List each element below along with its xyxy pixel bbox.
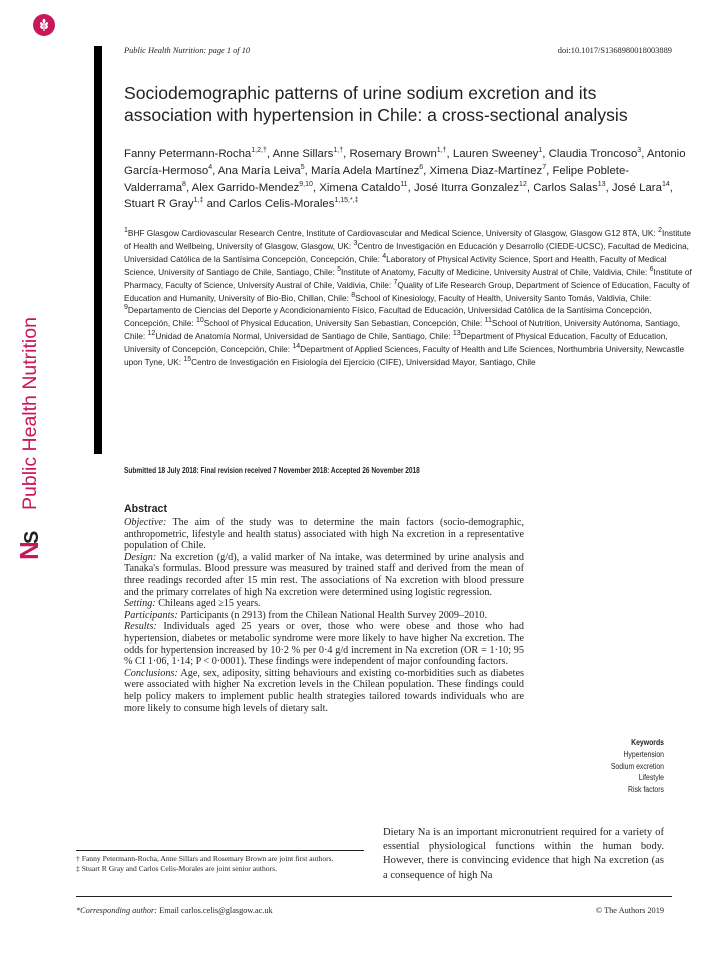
abstract-section-label: Objective: (124, 517, 167, 528)
author-affiliation-mark (299, 181, 313, 188)
author-entry (430, 165, 553, 177)
affiliation-number: 15 (183, 356, 192, 364)
author-name[interactable]: Antonio García-Hermoso (124, 148, 686, 177)
submission-dates: Submitted 18 July 2018: Final revision received 7 November 2018: Accepted 26 November 2018 (124, 466, 420, 475)
abstract-section (124, 552, 524, 598)
author-affil-numbers: 1,15, (334, 197, 351, 205)
affiliation-text: Institute of Health and Wellbeing, University of Glasgow, Glasgow, UK: (124, 228, 692, 251)
affiliation-entry (337, 267, 650, 277)
author-name[interactable]: Rosemary Brown (349, 148, 437, 160)
author-note-mark: *,‡ (350, 197, 359, 205)
affiliation-number: 1 (124, 227, 128, 235)
affiliation-number: 3 (353, 240, 358, 248)
affiliation-number: 7 (393, 278, 398, 286)
affiliation-text: School of Physical Education, University San Sebastian, Concepción, Chile: (203, 318, 485, 329)
affiliation-entry (124, 228, 658, 238)
keyword-item: Lifestyle (638, 773, 664, 783)
author-affiliation-mark (598, 181, 606, 188)
author-entry (207, 198, 359, 210)
journal-name: Public Health Nutrition (18, 317, 41, 510)
author-affil-numbers: 5 (300, 164, 305, 171)
affiliation-number: 2 (658, 227, 662, 235)
author-affiliation-mark (251, 147, 267, 154)
author-name[interactable]: Felipe Poblete-Valderrama (124, 164, 630, 194)
author-name[interactable]: Anne Sillars (272, 148, 334, 160)
author-name[interactable]: Carlos Salas (533, 181, 598, 194)
author-entry (319, 182, 414, 194)
author-note-mark: † (262, 147, 267, 155)
author-affil-numbers: 7 (542, 164, 547, 171)
author-name[interactable]: Carlos Celis-Morales (228, 198, 335, 211)
author-affil-numbers: 14 (661, 180, 670, 188)
affiliation-number: 14 (292, 343, 301, 351)
author-separator: , (423, 164, 430, 177)
affiliation-entry (183, 357, 535, 367)
author-note-mark: ‡ (199, 197, 204, 205)
copyright-notice: © The Authors 2019 (595, 906, 664, 915)
author-affiliation-mark (437, 147, 447, 154)
author-separator: , (407, 181, 414, 194)
author-separator: , (641, 148, 647, 160)
author-affil-numbers: 12 (519, 180, 527, 188)
author-separator: , (212, 164, 218, 177)
abstract-section-text: Individuals aged 25 years or over, those who were obese and those who had hypertension, diabetes or metabolic syndrome were more likely to have higher Na excretion. The odds for hypertension increased by 10·2 % per 0·4 g/d increment in Na excretion (OR = 1·10; 95 % CI 1·06, 1·14; P < 0·0001). These findings were independent of major confounding factors. (124, 621, 524, 668)
affiliation-number: 10 (195, 317, 204, 325)
footnote-divider (76, 850, 364, 851)
author-affiliation-mark (333, 147, 343, 154)
keyword-item: Sodium excretion (610, 761, 664, 771)
author-joiner: and (206, 198, 229, 211)
running-head (124, 46, 672, 55)
affiliation-number: 8 (351, 291, 356, 299)
affiliation-text: School of Kinesiology, Faculty of Health, University Santo Tomás, Valdivia, Chile: (355, 292, 652, 303)
abstract-section (124, 621, 524, 667)
author-entry (349, 148, 452, 160)
journal-sidebar-title (14, 300, 44, 560)
author-entry (453, 148, 549, 160)
author-name[interactable]: Claudia Troncoso (548, 148, 638, 160)
keywords-block (575, 737, 664, 796)
author-entry (549, 148, 647, 160)
author-separator: , (542, 148, 549, 160)
affiliation-text: Centro de Investigación en Educación y Desarrollo (CIEDE-UCSC), Facultad de Medicina, Universidad Católica de la Santísima Concepción, Concepción, Chile: (124, 240, 689, 264)
author-separator: , (312, 181, 320, 194)
author-affil-numbers: 13 (597, 180, 606, 188)
author-affil-numbers: 11 (400, 180, 408, 188)
intro-paragraph: Dietary Na is an important micronutrient required for a variety of essential physiological functions within the human body. However, there is convincing evidence that high Na excretion (as a consequence of high Na (383, 827, 664, 881)
affiliation-text: Institute of Pharmacy, Faculty of Science, University Austral of Chile, Valdivia, Chile: (124, 266, 692, 290)
footnote-item: ‡ Stuart R Gray and Carlos Celis-Morales are joint senior authors. (76, 864, 277, 874)
footnote-item: † Fanny Petermann-Rocha, Anne Sillars and Rosemary Brown are joint first authors. (76, 854, 334, 863)
author-entry (124, 198, 207, 210)
abstract-section (124, 517, 524, 552)
author-affil-numbers: 3 (637, 147, 642, 155)
author-entry (124, 148, 273, 160)
corresponding-label: *Corresponding author: (76, 906, 158, 915)
affiliation-number: 12 (147, 330, 156, 338)
author-separator: , (605, 181, 612, 194)
author-separator: , (546, 164, 553, 177)
author-entry (273, 148, 350, 160)
author-affiliation-mark (519, 181, 527, 188)
bottom-divider (76, 896, 672, 897)
author-separator: , (304, 164, 311, 177)
affiliation-text: Departamento de Ciencias del Deporte y Acondicionamiento Físico, Facultad de Educación, Universidad Católica de la Santísima Concepción, Concepción, Chile: (124, 305, 652, 329)
abstract-section-text: Na excretion (g/d), a valid marker of Na intake, was determined by urine analysis and Tanaka's formulas. Blood pressure was measured by trained staff and derived from the mean of three readings recorded after 15 min rest. The associations of Na excretion with blood pressure and the primary correlates of high Na excretion were determined using logistic regression. (124, 551, 524, 598)
abstract-section-label: Setting: (124, 598, 156, 610)
author-affiliation-mark (662, 181, 670, 188)
abstract-section (124, 668, 524, 714)
journal-logo-mark: N S (14, 530, 44, 560)
abstract-section-text: The aim of the study was to determine the main factors (socio-demographic, anthropometric, lifestyle and health status) associated with high Na excretion in a representative population of Chile. (124, 517, 524, 552)
author-name[interactable]: Ximena Cataldo (319, 181, 401, 194)
author-separator: , (526, 181, 534, 194)
affiliation-text: Institute of Anatomy, Faculty of Medicine, University Austral of Chile, Valdivia, Chile: (340, 266, 650, 277)
abstract-section-label: Conclusions: (124, 667, 178, 679)
affiliation-text: Quality of Life Research Group, Department of Science of Education, Faculty of Education and Humanity, University of Bio-Bio, Chillan, Chile: (124, 279, 690, 303)
abstract-section-text: Chileans aged ≥15 years. (155, 598, 261, 610)
author-name[interactable]: Alex Garrido-Mendez (191, 181, 300, 194)
author-name[interactable]: José Lara (611, 181, 662, 194)
author-name[interactable]: Lauren Sweeney (452, 148, 539, 160)
affiliation-number: 11 (484, 317, 492, 325)
author-name[interactable]: Stuart R Gray (124, 198, 194, 211)
affiliation-number: 13 (452, 330, 461, 338)
author-affil-numbers: 9,10 (299, 180, 313, 188)
author-name[interactable]: Ana María Leiva (217, 164, 301, 177)
author-list (124, 146, 690, 213)
author-name[interactable]: Fanny Petermann-Rocha (124, 148, 252, 160)
abstract-section-label: Results: (124, 621, 157, 633)
article-title: Sociodemographic patterns of urine sodium excretion and its association with hypertension in Chile: a cross-sectional analysis (124, 83, 628, 125)
keywords-heading: Keywords (631, 738, 664, 747)
author-affiliation-mark (400, 181, 407, 188)
author-note-mark: † (339, 147, 344, 155)
title-accent-bar (94, 46, 102, 454)
affiliation-text: Department of Physical Education, Faculty of Education, University of Concepción, Concepción, Chile: (124, 331, 668, 355)
wheat-icon (33, 14, 55, 36)
affiliation-list (124, 227, 694, 369)
abstract-heading: Abstract (124, 503, 167, 515)
author-name[interactable]: María Adela Martínez (311, 164, 420, 177)
author-name[interactable]: Ximena Diaz-Martínez (429, 164, 543, 177)
author-affil-numbers: 1 (538, 147, 543, 155)
author-affil-numbers: 4 (208, 164, 213, 171)
author-entry (414, 182, 533, 194)
author-entry (192, 182, 320, 194)
affiliation-text: Centro de Investigación en Fisiología del Ejercicio (CIFE), Universidad Mayor, Santiago, Chile (191, 357, 536, 368)
keyword-item: Risk factors (628, 785, 664, 795)
author-affil-numbers: 1, (333, 147, 340, 155)
author-affiliation-mark (334, 198, 358, 205)
author-note-mark: † (442, 147, 447, 155)
author-name[interactable]: José Iturra Gonzalez (413, 181, 520, 194)
author-separator: , (343, 148, 350, 160)
author-entry (311, 165, 430, 177)
corresponding-author (76, 906, 273, 915)
affiliation-text: School of Nutrition, University Autónoma, Santiago, Chile: (124, 318, 681, 342)
affiliation-text: Laboratory of Physical Activity Science, Sport and Health, Faculty of Medical Science, University of Santiago de Chile, Santiago, Chile: (124, 253, 667, 277)
keyword-item: Hypertension (623, 749, 664, 759)
abstract-section-text: Participants (n 2913) from the Chilean National Health Survey 2009–2010. (177, 609, 488, 621)
author-affil-numbers: 8 (182, 180, 186, 188)
affiliation-entry (351, 293, 651, 303)
author-affil-numbers: 1,2, (251, 147, 263, 155)
affiliation-number: 9 (124, 304, 128, 312)
author-affil-numbers: 1, (193, 197, 200, 205)
affiliation-text: Department of Applied Sciences, Faculty of Health and Life Sciences, Northumbria University, Newcastle upon Tyne, UK: (124, 344, 685, 368)
corresponding-email[interactable]: Email carlos.celis@glasgow.ac.uk (157, 906, 273, 915)
running-head-journal: Public Health Nutrition: page 1 of 10 (124, 46, 251, 55)
affiliation-number: 6 (649, 265, 654, 273)
footnotes (76, 854, 364, 874)
author-affil-numbers: 6 (419, 164, 424, 171)
author-entry (612, 182, 673, 194)
author-entry (218, 165, 311, 177)
affiliation-text: BHF Glasgow Cardiovascular Research Centre, Institute of Cardiovascular and Medical Science, University of Glasgow, Glasgow G12 8TA, UK: (127, 228, 659, 238)
abstract-section-text: Age, sex, adiposity, sitting behaviours and existing co-morbidities such as diabetes were associated with higher Na excretion levels in the Chilean population. These findings could help policy makers to implement public health strategies tailored towards individuals who are more likely to consume high levels of dietary salt. (124, 667, 524, 714)
author-separator: , (185, 181, 192, 194)
author-separator: , (446, 148, 453, 160)
affiliation-entry (196, 318, 485, 328)
abstract-section (124, 598, 524, 610)
author-separator: , (669, 181, 673, 194)
abstract-body (124, 517, 524, 714)
abstract-section (124, 610, 524, 622)
doi-link[interactable]: doi:10.1017/S1368980018003889 (557, 46, 672, 55)
affiliation-text: Unidad de Anatomía Normal, Universidad de Santiago de Chile, Santiago, Chile: (155, 331, 453, 342)
abstract-section-label: Participants: (124, 609, 178, 621)
affiliation-number: 5 (337, 265, 341, 273)
author-affil-numbers: 1, (436, 147, 443, 155)
author-affiliation-mark (194, 198, 204, 205)
affiliation-entry (148, 331, 453, 341)
abstract-section-label: Design: (124, 551, 157, 563)
author-separator: , (266, 148, 273, 160)
author-entry (533, 182, 612, 194)
affiliation-number: 4 (382, 253, 387, 261)
